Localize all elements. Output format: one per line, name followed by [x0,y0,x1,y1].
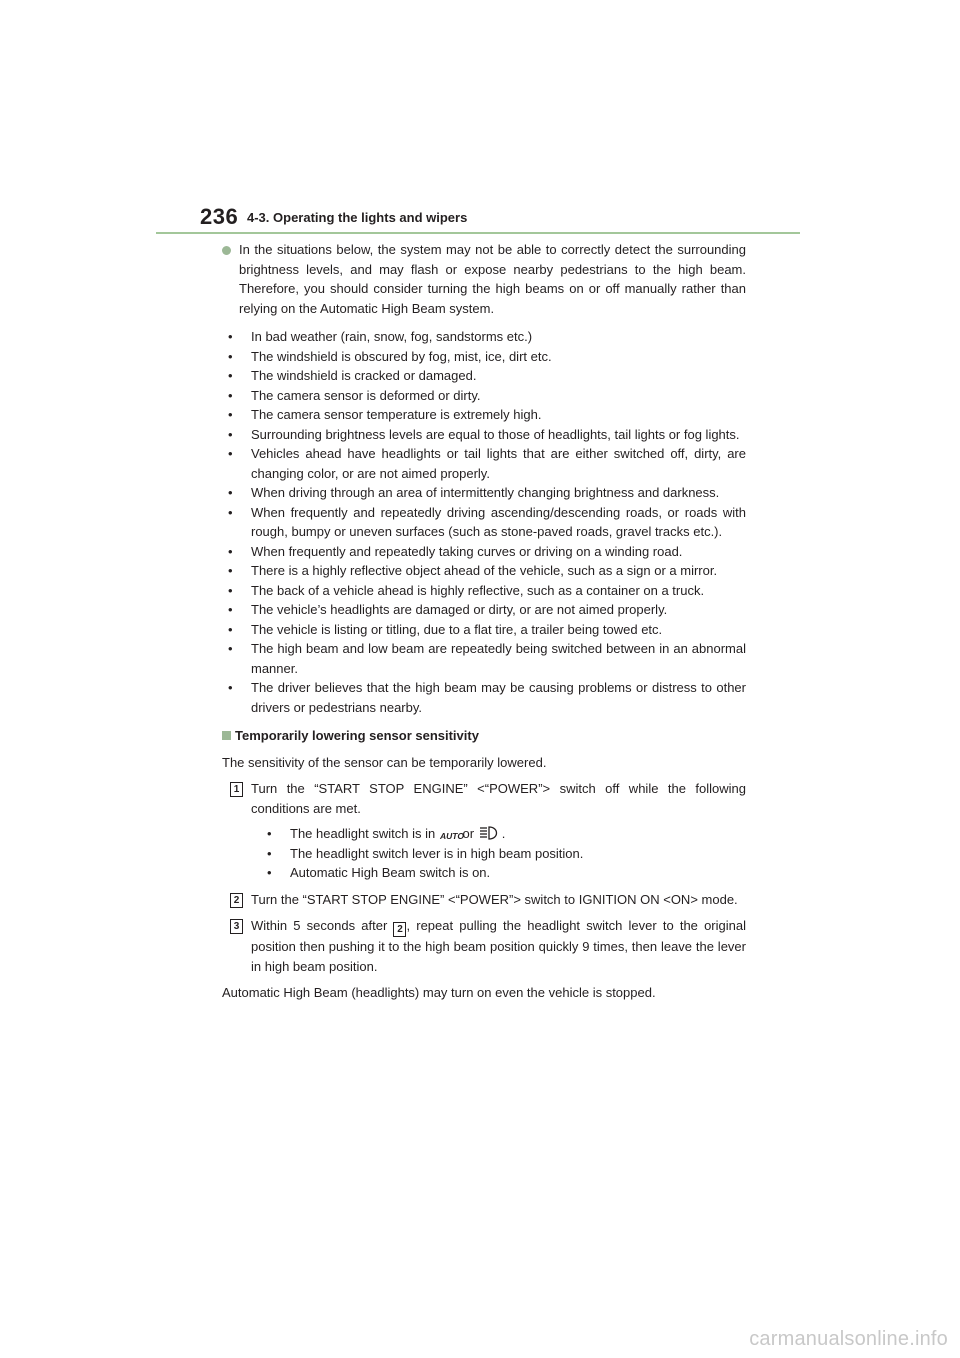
bullet-icon: • [228,368,233,383]
list-item: • Automatic High Beam switch is on. [290,863,746,883]
list-item: • The windshield is obscured by fog, mist, ice, dirt etc. [251,347,746,367]
bullet-icon: • [228,387,233,403]
list-item: • The headlight switch is in AUTO or . [290,824,746,844]
closing-note: Automatic High Beam (headlights) may turn on even the vehicle is stopped. [222,985,656,1000]
list-item: • The back of a vehicle ahead is highly reflective, such as a container on a truck. [251,581,746,601]
bullet-icon: • [228,426,233,442]
list-item: • When frequently and repeatedly taking curves or driving on a winding road. [251,542,746,562]
list-item: • The high beam and low beam are repeatedly being switched between in an abnormal manner. [228,641,746,676]
step-reference-box: 2 [393,922,406,937]
list-item: • The camera sensor temperature is extremely high. [251,405,746,425]
bullet-icon: • [228,446,233,461]
step-3: 3 Within 5 seconds after 2 , repeat pulling the headlight switch lever to the original position then pushing it to the high beam position quickly 9 times, then leave the lever in high beam position. [222,916,746,976]
bullet-icon: • [228,641,233,656]
list-item: • In bad weather (rain, snow, fog, sandstorms etc.) [251,327,746,347]
watermark: carmanualsonline.info [749,1328,948,1350]
list-item: • Vehicles ahead have headlights or tail lights that are either switched off, dirty, are changing color, or are not aimed properly. [228,446,746,481]
intro-paragraph: In the situations below, the system may not be able to correctly detect the surrounding brightness levels, and may flash or expose nearby pedestrians to the high beam. Therefore, you should consider turning the high beams on or off manually rather than relying on the Automatic High Beam system. [239,242,746,316]
list-item: • There is a highly reflective object ahead of the vehicle, such as a sign or a mirror. [251,561,746,581]
list-item: • The vehicle is listing or titling, due to a flat tire, a trailer being towed etc. [251,620,746,640]
step-text: Turn the “START STOP ENGINE” <“POWER”> switch to IGNITION ON <ON> mode. [251,891,738,907]
bullet-icon: • [228,563,233,578]
auto-headlight-icon [439,829,464,841]
page-header [200,204,800,234]
bullet-icon: • [228,485,233,500]
sensitivity-intro: The sensitivity of the sensor can be temporarily lowered. [222,754,547,770]
bullet-icon: • [228,602,233,617]
step-number-box: 3 [230,919,243,934]
page-content [222,240,746,1003]
bullet-icon: • [228,582,233,598]
bullet-icon: • [228,329,233,344]
bullet-icon: • [228,680,233,695]
round-bullet-icon [222,246,231,255]
list-item: • Surrounding brightness levels are equal to those of headlights, tail lights or fog lights. [251,425,746,445]
list-item: • The vehicle’s headlights are damaged or dirty, or are not aimed properly. [251,600,746,620]
step-1 [222,779,746,883]
intro-note [222,240,746,318]
bullet-icon: • [267,845,272,861]
section-title: 4-3. Operating the lights and wipers [247,210,468,225]
bullet-icon: • [228,621,233,637]
bullet-icon: • [267,826,272,841]
bullet-icon: • [228,348,233,364]
list-item: • When frequently and repeatedly driving ascending/descending roads, or roads with rough, bumpy or uneven surfaces (such as stone-paved roads, gravel tracks etc.). [228,504,746,539]
sensitivity-heading: Temporarily lowering sensor sensitivity [222,726,746,746]
bullet-icon: • [267,865,272,880]
headlight-on-icon [478,825,502,841]
list-item: • The camera sensor is deformed or dirty. [251,386,746,406]
step-2 [222,890,746,910]
situations-list [222,327,746,717]
list-item: • The headlight switch lever is in high beam position. [290,844,746,864]
list-item: • The windshield is cracked or damaged. [251,366,746,386]
list-item: • The driver believes that the high beam may be causing problems or distress to other drivers or pedestrians nearby. [228,680,746,715]
page-number: 236 [200,204,239,229]
square-bullet-icon [222,731,231,740]
conditions-list [251,824,746,883]
bullet-icon: • [228,504,233,520]
step-number-box: 2 [230,893,243,908]
svg-text:AUTO: AUTO [439,831,464,841]
header-rule [156,232,800,234]
step-text: Turn the “START STOP ENGINE” <“POWER”> switch off while the following conditions are met. [251,781,746,816]
bullet-icon: • [228,543,233,559]
list-item: • When driving through an area of intermittently changing brightness and darkness. [251,483,746,503]
step-number-box: 1 [230,782,243,797]
bullet-icon: • [228,407,233,422]
